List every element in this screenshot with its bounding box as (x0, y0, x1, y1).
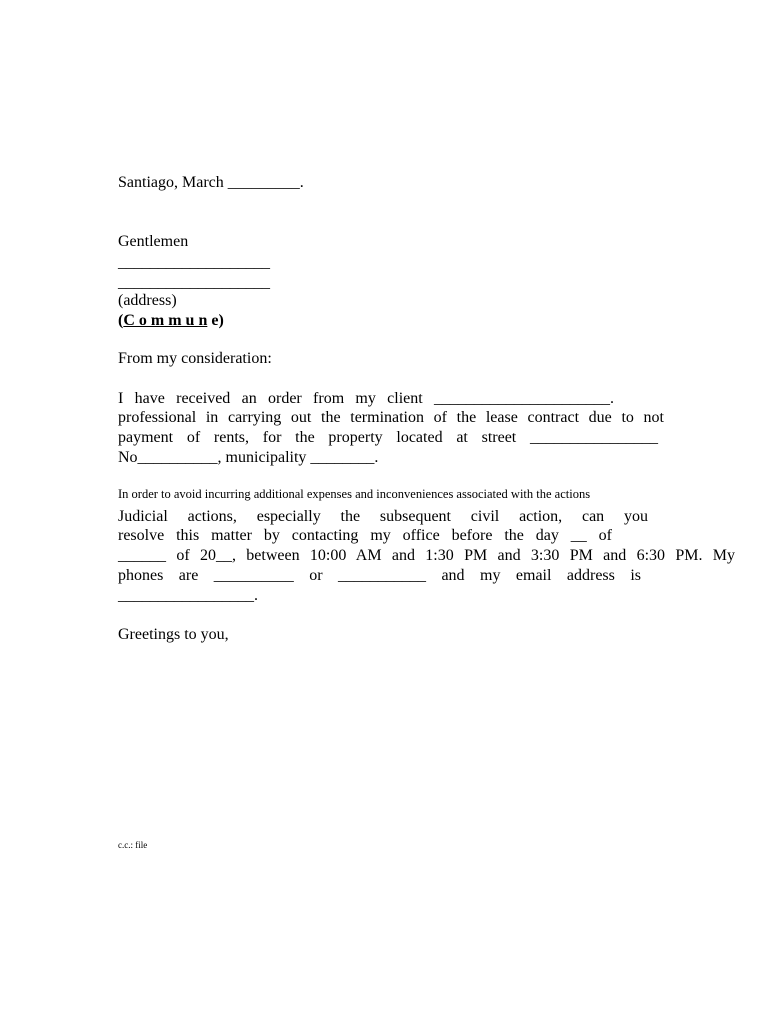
para2-intro-small: In order to avoid incurring additional expenses and inconveniences associated with the actions (118, 487, 591, 501)
commune-line (118, 311, 224, 331)
address-line: (address) (118, 292, 177, 309)
recipient-blank-line-2: ___________________ (118, 274, 270, 291)
para2-line-3: ______ of 20__, between 10:00 AM and 1:30 PM and 3:30 PM and 6:30 PM. My (118, 547, 735, 564)
commune-open: ( (118, 312, 124, 329)
para1-line-4: No__________, municipality ________. (118, 449, 379, 466)
para2-line-1: Judicial actions, especially the subsequent civil action, can you (118, 508, 648, 525)
salutation: Gentlemen (118, 233, 189, 250)
para2-line-2: resolve this matter by contacting my office before the day __ of (118, 527, 612, 544)
cc-line: c.c.: file (118, 840, 148, 850)
commune-close: e) (207, 312, 224, 329)
date-line: Santiago, March _________. (118, 174, 304, 191)
para2-line-4: phones are __________ or ___________ and my email address is (118, 567, 641, 584)
commune-word: C o m m u n (123, 312, 208, 329)
para1-line-1: I have received an order from my client ______________________. (118, 390, 614, 407)
recipient-blank-line-1: ___________________ (118, 254, 270, 271)
greeting-line: Greetings to you, (118, 626, 229, 643)
para2-line-5: _________________. (118, 587, 258, 604)
para1-line-3: payment of rents, for the property located at street ________________ (118, 429, 658, 446)
para1-line-2: professional in carrying out the termination of the lease contract due to not (118, 409, 664, 426)
consideration-line: From my consideration: (118, 350, 272, 367)
